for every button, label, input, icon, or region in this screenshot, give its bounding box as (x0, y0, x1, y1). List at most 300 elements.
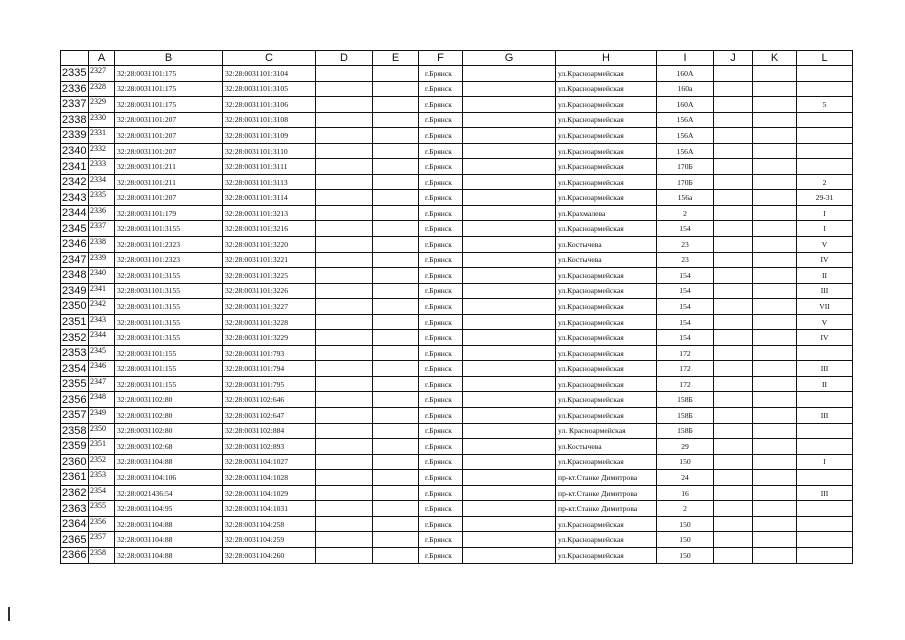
row-number[interactable]: 2346 (61, 237, 89, 253)
cell-c[interactable]: 32:28:0031102:884 (223, 423, 316, 439)
cell-d[interactable] (316, 299, 373, 315)
cell-b[interactable]: 32:28:0031101:175 (115, 81, 223, 97)
cell-a[interactable]: 2329 (89, 97, 115, 113)
cell-j[interactable] (714, 501, 753, 517)
cell-d[interactable] (316, 283, 373, 299)
cell-j[interactable] (714, 221, 753, 237)
cell-c[interactable]: 32:28:0031101:3108 (223, 112, 316, 128)
cell-h[interactable]: ул.Красноармейская (556, 547, 657, 563)
cell-j[interactable] (714, 97, 753, 113)
cell-d[interactable] (316, 237, 373, 253)
cell-h[interactable]: ул.Красноармейская (556, 454, 657, 470)
cell-b[interactable]: 32:28:0031102:80 (115, 408, 223, 424)
cell-g[interactable] (463, 112, 556, 128)
cell-l[interactable]: 29-31 (797, 190, 853, 206)
cell-a[interactable]: 2358 (89, 547, 115, 563)
cell-k[interactable] (753, 532, 797, 548)
cell-i[interactable]: 154 (657, 221, 714, 237)
cell-j[interactable] (714, 408, 753, 424)
cell-d[interactable] (316, 547, 373, 563)
cell-h[interactable]: ул.Красноармейская (556, 221, 657, 237)
cell-l[interactable]: II (797, 268, 853, 284)
cell-k[interactable] (753, 66, 797, 82)
cell-e[interactable] (373, 501, 419, 517)
cell-g[interactable] (463, 159, 556, 175)
cell-g[interactable] (463, 81, 556, 97)
row-number[interactable]: 2338 (61, 112, 89, 128)
cell-j[interactable] (714, 190, 753, 206)
cell-d[interactable] (316, 330, 373, 346)
cell-c[interactable]: 32:28:0031101:3104 (223, 66, 316, 82)
cell-b[interactable]: 32:28:0031102:80 (115, 423, 223, 439)
cell-g[interactable] (463, 283, 556, 299)
cell-h[interactable]: пр-кт.Станке Димитрова (556, 485, 657, 501)
cell-g[interactable] (463, 345, 556, 361)
cell-j[interactable] (714, 454, 753, 470)
cell-d[interactable] (316, 252, 373, 268)
cell-c[interactable]: 32:28:0031104:1031 (223, 501, 316, 517)
cell-f[interactable]: г.Брянск (419, 252, 463, 268)
cell-f[interactable]: г.Брянск (419, 439, 463, 455)
cell-g[interactable] (463, 376, 556, 392)
cell-f[interactable]: г.Брянск (419, 66, 463, 82)
cell-g[interactable] (463, 392, 556, 408)
cell-k[interactable] (753, 128, 797, 144)
cell-e[interactable] (373, 143, 419, 159)
cell-h[interactable]: ул.Красноармейская (556, 174, 657, 190)
cell-e[interactable] (373, 547, 419, 563)
row-number[interactable]: 2359 (61, 439, 89, 455)
cell-a[interactable]: 2344 (89, 330, 115, 346)
cell-e[interactable] (373, 174, 419, 190)
cell-h[interactable]: ул.Красноармейская (556, 143, 657, 159)
cell-a[interactable]: 2327 (89, 66, 115, 82)
cell-e[interactable] (373, 97, 419, 113)
cell-i[interactable]: 150 (657, 516, 714, 532)
cell-c[interactable]: 32:28:0031101:3114 (223, 190, 316, 206)
cell-l[interactable] (797, 345, 853, 361)
row-number[interactable]: 2344 (61, 205, 89, 221)
cell-c[interactable]: 32:28:0031102:647 (223, 408, 316, 424)
cell-g[interactable] (463, 516, 556, 532)
cell-d[interactable] (316, 345, 373, 361)
cell-e[interactable] (373, 376, 419, 392)
cell-l[interactable] (797, 532, 853, 548)
row-number[interactable]: 2350 (61, 299, 89, 315)
row-number[interactable]: 2337 (61, 97, 89, 113)
cell-l[interactable] (797, 81, 853, 97)
cell-l[interactable] (797, 470, 853, 486)
cell-b[interactable]: 32:28:0031101:3155 (115, 268, 223, 284)
cell-h[interactable]: ул.Красноармейская (556, 190, 657, 206)
cell-g[interactable] (463, 66, 556, 82)
cell-b[interactable]: 32:28:0031101:3155 (115, 283, 223, 299)
cell-e[interactable] (373, 408, 419, 424)
cell-h[interactable]: ул. Красноармейская (556, 423, 657, 439)
cell-i[interactable]: 154 (657, 314, 714, 330)
cell-d[interactable] (316, 516, 373, 532)
cell-g[interactable] (463, 143, 556, 159)
cell-f[interactable]: г.Брянск (419, 485, 463, 501)
cell-i[interactable]: 156А (657, 143, 714, 159)
cell-a[interactable]: 2341 (89, 283, 115, 299)
cell-j[interactable] (714, 392, 753, 408)
cell-k[interactable] (753, 190, 797, 206)
row-number[interactable]: 2355 (61, 376, 89, 392)
row-number[interactable]: 2336 (61, 81, 89, 97)
cell-e[interactable] (373, 470, 419, 486)
cell-j[interactable] (714, 299, 753, 315)
cell-f[interactable]: г.Брянск (419, 81, 463, 97)
cell-d[interactable] (316, 190, 373, 206)
cell-f[interactable]: г.Брянск (419, 423, 463, 439)
row-number[interactable]: 2357 (61, 408, 89, 424)
cell-h[interactable]: ул.Красноармейская (556, 66, 657, 82)
cell-g[interactable] (463, 190, 556, 206)
cell-k[interactable] (753, 408, 797, 424)
cell-l[interactable]: IV (797, 252, 853, 268)
cell-l[interactable] (797, 143, 853, 159)
cell-a[interactable]: 2330 (89, 112, 115, 128)
cell-j[interactable] (714, 237, 753, 253)
cell-d[interactable] (316, 221, 373, 237)
cell-g[interactable] (463, 454, 556, 470)
cell-g[interactable] (463, 408, 556, 424)
cell-c[interactable]: 32:28:0031104:1028 (223, 470, 316, 486)
cell-d[interactable] (316, 532, 373, 548)
cell-f[interactable]: г.Брянск (419, 97, 463, 113)
cell-d[interactable] (316, 97, 373, 113)
cell-l[interactable]: III (797, 361, 853, 377)
cell-b[interactable]: 32:28:0031101:3155 (115, 314, 223, 330)
cell-h[interactable]: ул.Красноармейская (556, 81, 657, 97)
cell-a[interactable]: 2335 (89, 190, 115, 206)
cell-g[interactable] (463, 485, 556, 501)
cell-h[interactable]: ул.Костычева (556, 237, 657, 253)
cell-h[interactable]: пр-кт.Станке Димитрова (556, 470, 657, 486)
cell-b[interactable]: 32:28:0031104:95 (115, 501, 223, 517)
cell-j[interactable] (714, 532, 753, 548)
cell-k[interactable] (753, 252, 797, 268)
cell-e[interactable] (373, 205, 419, 221)
cell-i[interactable]: 156А (657, 112, 714, 128)
cell-k[interactable] (753, 345, 797, 361)
cell-a[interactable]: 2340 (89, 268, 115, 284)
cell-c[interactable]: 32:28:0031101:3225 (223, 268, 316, 284)
cell-a[interactable]: 2354 (89, 485, 115, 501)
cell-l[interactable]: VII (797, 299, 853, 315)
cell-d[interactable] (316, 423, 373, 439)
cell-g[interactable] (463, 237, 556, 253)
cell-c[interactable]: 32:28:0031101:3106 (223, 97, 316, 113)
cell-l[interactable]: II (797, 376, 853, 392)
row-number[interactable]: 2356 (61, 392, 89, 408)
cell-i[interactable]: 160А (657, 66, 714, 82)
cell-e[interactable] (373, 485, 419, 501)
cell-j[interactable] (714, 439, 753, 455)
cell-b[interactable]: 32:28:0031101:175 (115, 97, 223, 113)
row-number[interactable]: 2352 (61, 330, 89, 346)
cell-e[interactable] (373, 392, 419, 408)
cell-k[interactable] (753, 439, 797, 455)
cell-f[interactable]: г.Брянск (419, 547, 463, 563)
cell-h[interactable]: ул.Костычева (556, 439, 657, 455)
cell-a[interactable]: 2357 (89, 532, 115, 548)
cell-b[interactable]: 32:28:0021436:54 (115, 485, 223, 501)
cell-e[interactable] (373, 423, 419, 439)
cell-i[interactable]: 158Б (657, 392, 714, 408)
cell-b[interactable]: 32:28:0031101:211 (115, 174, 223, 190)
cell-h[interactable]: ул.Красноармейская (556, 516, 657, 532)
cell-j[interactable] (714, 143, 753, 159)
row-number[interactable]: 2354 (61, 361, 89, 377)
cell-i[interactable]: 172 (657, 376, 714, 392)
row-number[interactable]: 2349 (61, 283, 89, 299)
cell-a[interactable]: 2348 (89, 392, 115, 408)
cell-b[interactable]: 32:28:0031101:3155 (115, 299, 223, 315)
cell-i[interactable]: 170Б (657, 159, 714, 175)
row-number[interactable]: 2339 (61, 128, 89, 144)
cell-e[interactable] (373, 159, 419, 175)
cell-g[interactable] (463, 252, 556, 268)
cell-d[interactable] (316, 501, 373, 517)
cell-k[interactable] (753, 159, 797, 175)
cell-a[interactable]: 2346 (89, 361, 115, 377)
cell-h[interactable]: ул.Красноармейская (556, 97, 657, 113)
cell-k[interactable] (753, 361, 797, 377)
cell-a[interactable]: 2332 (89, 143, 115, 159)
cell-i[interactable]: 154 (657, 299, 714, 315)
row-number[interactable]: 2358 (61, 423, 89, 439)
cell-e[interactable] (373, 345, 419, 361)
cell-i[interactable]: 160а (657, 81, 714, 97)
cell-i[interactable]: 160А (657, 97, 714, 113)
cell-e[interactable] (373, 221, 419, 237)
cell-c[interactable]: 32:28:0031101:3110 (223, 143, 316, 159)
cell-h[interactable]: ул.Костычева (556, 252, 657, 268)
cell-b[interactable]: 32:28:0031102:80 (115, 392, 223, 408)
cell-i[interactable]: 154 (657, 268, 714, 284)
cell-b[interactable]: 32:28:0031101:155 (115, 345, 223, 361)
cell-c[interactable]: 32:28:0031101:795 (223, 376, 316, 392)
cell-g[interactable] (463, 470, 556, 486)
cell-l[interactable] (797, 112, 853, 128)
cell-f[interactable]: г.Брянск (419, 299, 463, 315)
cell-i[interactable]: 158Б (657, 408, 714, 424)
cell-f[interactable]: г.Брянск (419, 454, 463, 470)
cell-h[interactable]: ул.Красноармейская (556, 299, 657, 315)
cell-j[interactable] (714, 423, 753, 439)
cell-h[interactable]: ул.Красноармейская (556, 159, 657, 175)
cell-l[interactable] (797, 159, 853, 175)
cell-j[interactable] (714, 314, 753, 330)
cell-k[interactable] (753, 299, 797, 315)
cell-g[interactable] (463, 314, 556, 330)
cell-b[interactable]: 32:28:0031104:88 (115, 454, 223, 470)
cell-a[interactable]: 2353 (89, 470, 115, 486)
cell-l[interactable] (797, 128, 853, 144)
cell-j[interactable] (714, 376, 753, 392)
cell-c[interactable]: 32:28:0031102:646 (223, 392, 316, 408)
cell-i[interactable]: 156А (657, 128, 714, 144)
cell-h[interactable]: ул.Крахмалева (556, 205, 657, 221)
cell-e[interactable] (373, 283, 419, 299)
cell-f[interactable]: г.Брянск (419, 532, 463, 548)
cell-i[interactable]: 24 (657, 470, 714, 486)
cell-f[interactable]: г.Брянск (419, 237, 463, 253)
cell-d[interactable] (316, 174, 373, 190)
cell-k[interactable] (753, 237, 797, 253)
row-number[interactable]: 2364 (61, 516, 89, 532)
cell-f[interactable]: г.Брянск (419, 376, 463, 392)
cell-i[interactable]: 23 (657, 237, 714, 253)
cell-b[interactable]: 32:28:0031101:211 (115, 159, 223, 175)
cell-d[interactable] (316, 81, 373, 97)
cell-h[interactable]: ул.Красноармейская (556, 376, 657, 392)
cell-a[interactable]: 2331 (89, 128, 115, 144)
cell-f[interactable]: г.Брянск (419, 143, 463, 159)
cell-f[interactable]: г.Брянск (419, 268, 463, 284)
cell-c[interactable]: 32:28:0031102:893 (223, 439, 316, 455)
cell-k[interactable] (753, 423, 797, 439)
cell-c[interactable]: 32:28:0031101:3213 (223, 205, 316, 221)
cell-c[interactable]: 32:28:0031101:3216 (223, 221, 316, 237)
cell-b[interactable]: 32:28:0031101:3155 (115, 221, 223, 237)
cell-a[interactable]: 2347 (89, 376, 115, 392)
cell-a[interactable]: 2343 (89, 314, 115, 330)
cell-g[interactable] (463, 423, 556, 439)
cell-h[interactable]: ул.Красноармейская (556, 314, 657, 330)
cell-f[interactable]: г.Брянск (419, 361, 463, 377)
cell-d[interactable] (316, 485, 373, 501)
cell-e[interactable] (373, 532, 419, 548)
cell-i[interactable]: 2 (657, 205, 714, 221)
cell-f[interactable]: г.Брянск (419, 205, 463, 221)
cell-f[interactable]: г.Брянск (419, 190, 463, 206)
cell-d[interactable] (316, 66, 373, 82)
cell-l[interactable] (797, 66, 853, 82)
cell-d[interactable] (316, 128, 373, 144)
cell-k[interactable] (753, 143, 797, 159)
cell-j[interactable] (714, 283, 753, 299)
cell-k[interactable] (753, 485, 797, 501)
cell-l[interactable]: III (797, 408, 853, 424)
cell-c[interactable]: 32:28:0031104:1027 (223, 454, 316, 470)
cell-c[interactable]: 32:28:0031104:260 (223, 547, 316, 563)
cell-l[interactable] (797, 516, 853, 532)
cell-e[interactable] (373, 314, 419, 330)
cell-h[interactable]: ул.Красноармейская (556, 128, 657, 144)
cell-l[interactable] (797, 501, 853, 517)
cell-f[interactable]: г.Брянск (419, 501, 463, 517)
cell-h[interactable]: пр-кт.Станке Димитрова (556, 501, 657, 517)
cell-e[interactable] (373, 237, 419, 253)
cell-g[interactable] (463, 128, 556, 144)
cell-c[interactable]: 32:28:0031101:794 (223, 361, 316, 377)
cell-k[interactable] (753, 376, 797, 392)
cell-k[interactable] (753, 470, 797, 486)
cell-i[interactable]: 29 (657, 439, 714, 455)
cell-d[interactable] (316, 268, 373, 284)
cell-k[interactable] (753, 97, 797, 113)
cell-a[interactable]: 2351 (89, 439, 115, 455)
cell-d[interactable] (316, 376, 373, 392)
cell-a[interactable]: 2350 (89, 423, 115, 439)
row-number[interactable]: 2340 (61, 143, 89, 159)
cell-h[interactable]: ул.Красноармейская (556, 345, 657, 361)
cell-k[interactable] (753, 283, 797, 299)
cell-l[interactable]: I (797, 221, 853, 237)
cell-b[interactable]: 32:28:0031104:88 (115, 547, 223, 563)
cell-b[interactable]: 32:28:0031101:179 (115, 205, 223, 221)
cell-c[interactable]: 32:28:0031104:1029 (223, 485, 316, 501)
cell-f[interactable]: г.Брянск (419, 112, 463, 128)
cell-g[interactable] (463, 174, 556, 190)
cell-k[interactable] (753, 314, 797, 330)
cell-e[interactable] (373, 128, 419, 144)
row-number[interactable]: 2347 (61, 252, 89, 268)
cell-d[interactable] (316, 205, 373, 221)
cell-d[interactable] (316, 112, 373, 128)
cell-i[interactable]: 23 (657, 252, 714, 268)
cell-g[interactable] (463, 330, 556, 346)
cell-l[interactable] (797, 547, 853, 563)
row-number[interactable]: 2343 (61, 190, 89, 206)
cell-j[interactable] (714, 81, 753, 97)
cell-c[interactable]: 32:28:0031101:3226 (223, 283, 316, 299)
cell-j[interactable] (714, 268, 753, 284)
cell-a[interactable]: 2337 (89, 221, 115, 237)
cell-e[interactable] (373, 268, 419, 284)
cell-c[interactable]: 32:28:0031101:3109 (223, 128, 316, 144)
cell-b[interactable]: 32:28:0031104:88 (115, 532, 223, 548)
cell-h[interactable]: ул.Красноармейская (556, 268, 657, 284)
cell-e[interactable] (373, 516, 419, 532)
row-number[interactable]: 2353 (61, 345, 89, 361)
row-number[interactable]: 2351 (61, 314, 89, 330)
row-number[interactable]: 2341 (61, 159, 89, 175)
cell-d[interactable] (316, 408, 373, 424)
row-number[interactable]: 2360 (61, 454, 89, 470)
cell-c[interactable]: 32:28:0031101:3111 (223, 159, 316, 175)
cell-h[interactable]: ул.Красноармейская (556, 408, 657, 424)
cell-b[interactable]: 32:28:0031104:88 (115, 516, 223, 532)
cell-c[interactable]: 32:28:0031104:258 (223, 516, 316, 532)
cell-l[interactable]: I (797, 454, 853, 470)
cell-k[interactable] (753, 454, 797, 470)
cell-a[interactable]: 2352 (89, 454, 115, 470)
cell-d[interactable] (316, 159, 373, 175)
cell-e[interactable] (373, 81, 419, 97)
cell-j[interactable] (714, 485, 753, 501)
cell-f[interactable]: г.Брянск (419, 345, 463, 361)
cell-k[interactable] (753, 268, 797, 284)
cell-j[interactable] (714, 330, 753, 346)
cell-d[interactable] (316, 454, 373, 470)
cell-l[interactable]: III (797, 283, 853, 299)
cell-j[interactable] (714, 361, 753, 377)
cell-c[interactable]: 32:28:0031101:3113 (223, 174, 316, 190)
cell-a[interactable]: 2328 (89, 81, 115, 97)
cell-h[interactable]: ул.Красноармейская (556, 112, 657, 128)
cell-k[interactable] (753, 501, 797, 517)
cell-b[interactable]: 32:28:0031101:207 (115, 128, 223, 144)
row-number[interactable]: 2366 (61, 547, 89, 563)
cell-i[interactable]: 158Б (657, 423, 714, 439)
cell-f[interactable]: г.Брянск (419, 330, 463, 346)
cell-l[interactable]: IV (797, 330, 853, 346)
cell-g[interactable] (463, 547, 556, 563)
